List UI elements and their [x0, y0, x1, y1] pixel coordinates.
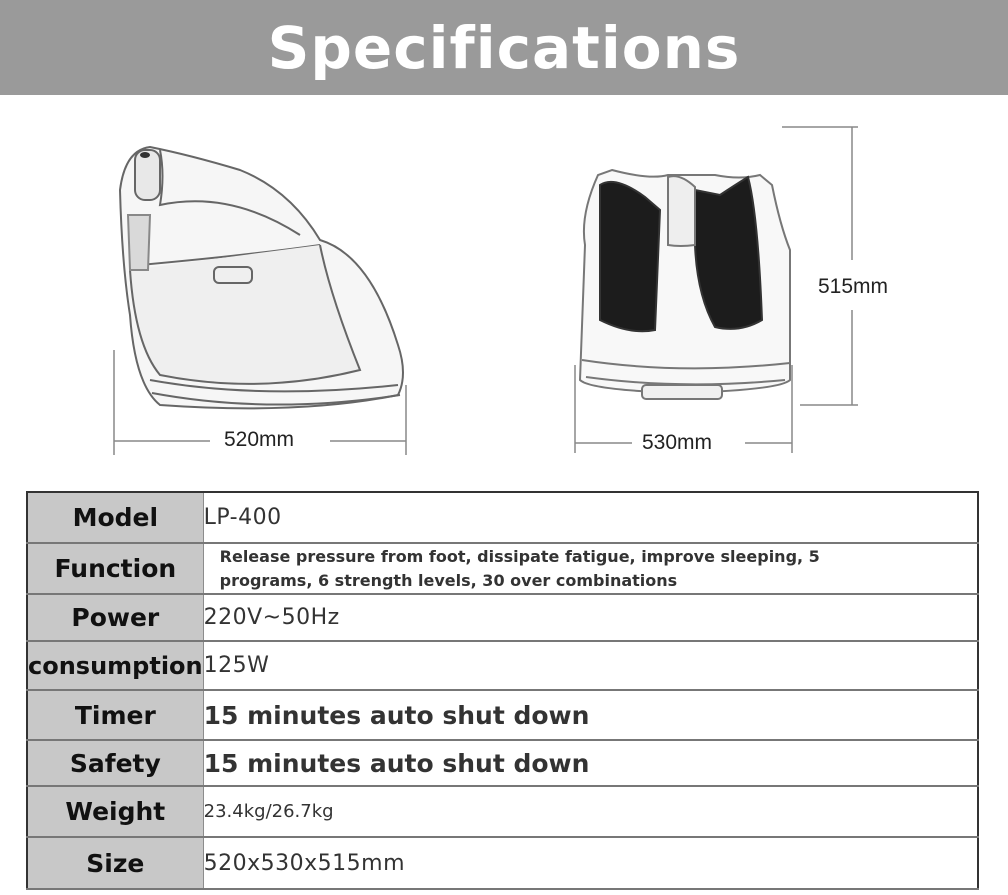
spec-label-weight: Weight: [27, 786, 203, 837]
front-width-label: 530mm: [636, 431, 718, 455]
table-row: [27, 690, 978, 740]
spec-label-timer: Timer: [27, 690, 203, 740]
spec-value-function: [203, 543, 978, 594]
spec-value-power: 220V~50Hz: [203, 594, 978, 641]
table-row: [27, 543, 978, 594]
spec-value-timer: 15 minutes auto shut down: [203, 690, 978, 740]
spec-value-size: 520x530x515mm: [203, 837, 978, 889]
spec-label-size: Size: [27, 837, 203, 889]
spec-label-power: Power: [27, 594, 203, 641]
table-row: [27, 740, 978, 786]
spec-value-model: LP-400: [203, 492, 978, 543]
height-label: 515mm: [812, 275, 894, 299]
table-row: [27, 837, 978, 889]
spec-value-weight: 23.4kg/26.7kg: [203, 786, 978, 837]
table-row: [27, 641, 978, 690]
side-view-illustration: [120, 147, 403, 408]
product-dimension-figure: [0, 95, 1008, 490]
spec-label-safety: Safety: [27, 740, 203, 786]
table-row: [27, 786, 978, 837]
spec-label-function: Function: [27, 543, 203, 594]
spec-value-function-text: Release pressure from foot, dissipate fatigue, improve sleeping, 5 programs, 6 strength levels, 30 over combinations: [219, 546, 820, 590]
header-banner: [0, 0, 1008, 95]
side-width-label: 520mm: [218, 428, 300, 452]
spec-value-consumption: 125W: [203, 641, 978, 690]
table-row: [27, 594, 978, 641]
page-title: Specifications: [267, 13, 741, 82]
spec-label-consumption: consumption: [27, 641, 203, 690]
front-view-illustration: [580, 170, 790, 399]
table-row: [27, 492, 978, 543]
spec-value-safety: 15 minutes auto shut down: [203, 740, 978, 786]
specifications-table: [26, 491, 979, 890]
spec-label-model: Model: [27, 492, 203, 543]
height-dimension-line: [782, 127, 858, 405]
